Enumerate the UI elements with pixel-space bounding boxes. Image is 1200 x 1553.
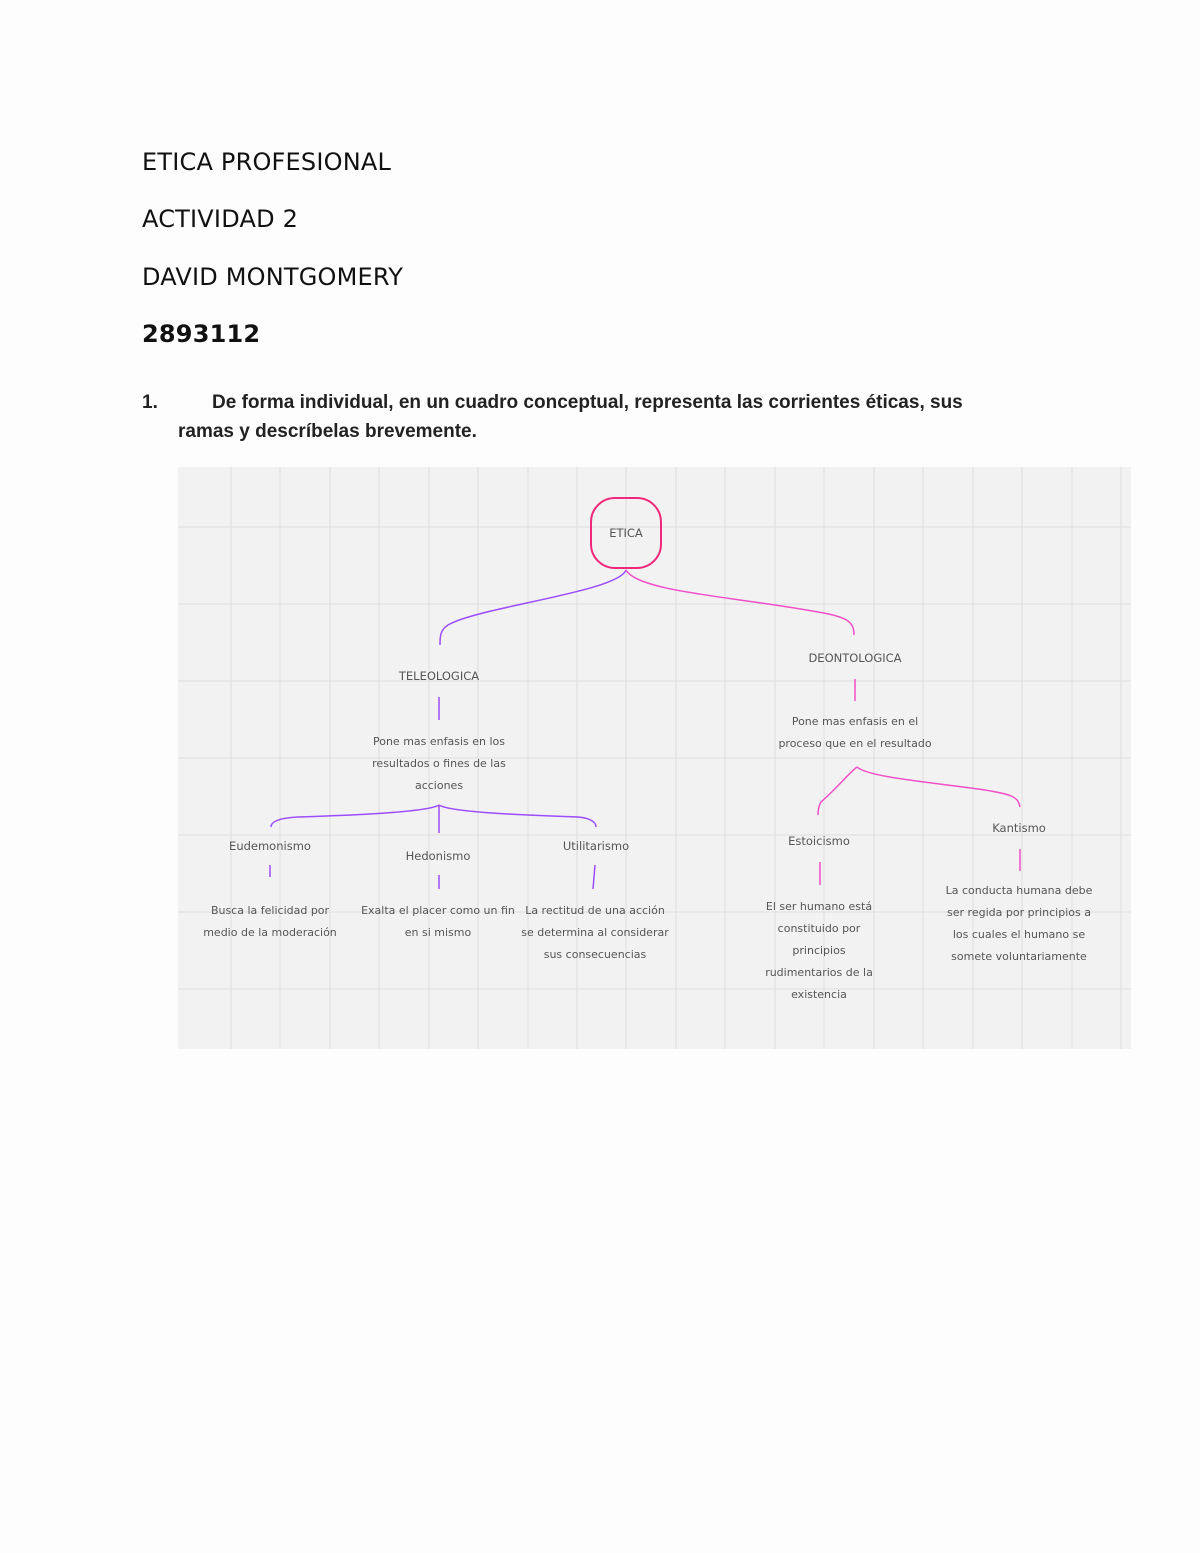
question-text-line1: De forma individual, en un cuadro conceptual, representa las corrientes éticas, sus: [212, 392, 963, 413]
description-line: La conducta humana debe: [945, 884, 1093, 897]
description-line: Busca la felicidad por: [210, 904, 330, 917]
node-hedonismo-description: [348, 900, 528, 944]
node-utilitarismo-description: [505, 900, 685, 966]
description-line: principios: [792, 944, 846, 957]
description-line: sus consecuencias: [543, 948, 647, 961]
description-line: medio de la moderación: [203, 926, 337, 939]
connector-root-deontologica: [626, 570, 854, 635]
description-line: Pone mas enfasis en el: [791, 715, 919, 728]
description-line: proceso que en el resultado: [778, 737, 932, 750]
description-line: rudimentarios de la: [765, 966, 873, 979]
student-id: 2893112: [142, 320, 261, 348]
question-text-line2: ramas y descríbelas brevemente.: [178, 421, 477, 442]
node-eudemonismo-description: [180, 900, 360, 944]
connector-deontologica-children: [818, 767, 1020, 815]
node-eudemonismo-title: Eudemonismo: [229, 839, 311, 853]
description-line: constituido por: [777, 922, 861, 935]
description-line: Pone mas enfasis en los: [372, 735, 505, 748]
node-kantismo-description: [924, 880, 1114, 968]
description-line: ser regida por principios a: [947, 906, 1091, 919]
question-1: [142, 388, 1042, 446]
description-line: resultados o fines de las: [372, 757, 506, 770]
question-number: 1.: [142, 392, 158, 413]
description-line: Exalta el placer como un fin: [361, 904, 515, 917]
node-kantismo-title: Kantismo: [992, 821, 1046, 835]
node-estoicismo-title: Estoicismo: [788, 834, 850, 848]
connector-utilitarismo-desc: [593, 865, 595, 889]
description-line: en si mismo: [404, 926, 472, 939]
description-line: El ser humano está: [765, 900, 873, 913]
description-line: La rectitud de una acción: [525, 904, 665, 917]
activity-title: ACTIVIDAD 2: [142, 205, 299, 233]
branch-deontologica-description: [755, 711, 955, 755]
node-hedonismo-title: Hedonismo: [405, 849, 471, 863]
course-title: ETICA PROFESIONAL: [142, 148, 392, 176]
student-name: DAVID MONTGOMERY: [142, 263, 404, 291]
concept-map-figure: [178, 467, 1131, 1049]
branch-teleologica-title: TELEOLOGICA: [398, 669, 480, 683]
description-line: acciones: [414, 779, 464, 792]
connector-root-teleologica: [440, 570, 626, 645]
node-utilitarismo-title: Utilitarismo: [562, 839, 630, 853]
root-node-label: ETICA: [609, 526, 643, 540]
branch-teleologica-description: [344, 731, 534, 797]
description-line: existencia: [791, 988, 847, 1001]
description-line: se determina al considerar: [521, 926, 669, 939]
description-line: somete voluntariamente: [951, 950, 1087, 963]
connector-teleologica-children: [271, 805, 596, 833]
branch-deontologica-title: DEONTOLOGICA: [808, 651, 902, 665]
description-line: los cuales el humano se: [952, 928, 1086, 941]
node-estoicismo-description: [739, 896, 899, 1006]
